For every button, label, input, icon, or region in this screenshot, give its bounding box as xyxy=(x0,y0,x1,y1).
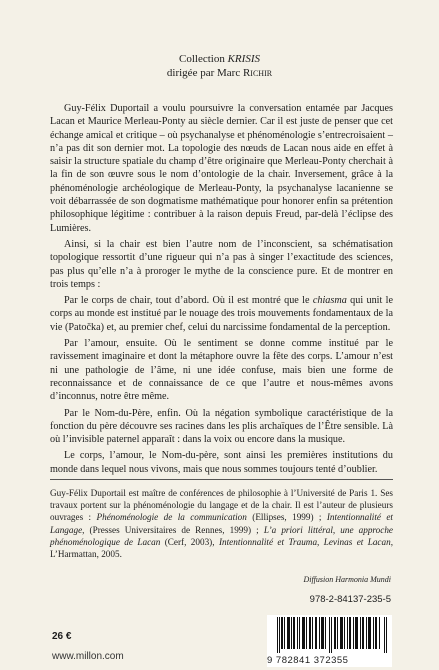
bio-text-1: Guy-Félix Duportail est maître de conférences de philosophie à l’Université de Paris 1. Ses travaux portent sur la phénoménologie du langage et de la chair. Il est l’auteur de plusieurs ouvrages : xyxy=(50,488,393,523)
bio-text-3: , (Presses Universitaires de Rennes, 1999) ; xyxy=(82,524,264,535)
blurb-paragraph-4: Par l’amour, ensuite. Où le sentiment se donne comme institué par le ravissement imaginaire et dont la métaphore ouvre la fête des corps. L’amour n’est ni une pathologie de l’âme, ni une idée confuse, mais bien une forme de reconnaissance et de connaissance de ce que l’autre et nous-mêmes avons d’inconnus, notre être même. xyxy=(50,338,393,403)
blurb-paragraph-2: Ainsi, si la chair est bien l’autre nom de l’inconscient, sa schématisation topologique ressortit d’une rigueur qui n’a pas à singer l’exactitude des sciences, pas plus qu’elle n’a à proroger le mythe de la conscience pure. Et de montrer en trois temps : xyxy=(50,238,393,290)
direction-prefix: dirigée par Marc xyxy=(166,67,243,79)
divider-rule xyxy=(50,479,393,480)
p3-italic-term: chiasma xyxy=(312,295,347,307)
author-bio-paragraph xyxy=(50,487,393,560)
p3-text-b: qui unit le corps au monde est institué par le nouage des trois mouvements fondamentaux de la vie (Patočka) et, au premier chef, celui du narcissime fondamental de la perception. xyxy=(50,295,394,333)
blurb-paragraph-1: Guy-Félix Duportail a voulu poursuivre la conversation entamée par Jacques Lacan et Maurice Merleau-Ponty au siècle dernier. Car il est juste de penser que cet échange amical et critique – où psychanalyse et phénoménologie s’entrecroisaient – n’a pas dit son dernier mot. La topologie des nœuds de Lacan nous aide en effet à saisir la structure spatiale du champ d’être originaire que Merleau-Ponty cherchait à la fin de son œuvre sous le nom d’ontologie de la chair. Inversement, grâce à la phénoménologie archéologique de Merleau-Ponty, la psychanalyse lacanienne se voit débarrassée de son dogmatisme mathématique pour honorer enfin sa prétention philosophique légitime : contribuer à la raison depuis Freud, par-delà l’éclipse des Lumières. xyxy=(50,103,393,234)
bio-title-3: L’a priori littéral, une approche phénoménologique de Lacan xyxy=(50,524,394,547)
blurb-paragraph-3 xyxy=(50,294,393,334)
collection-prefix: Collection xyxy=(179,53,228,65)
distributor-line: Diffusion Harmonia Mundi xyxy=(303,575,391,584)
blurb-paragraph-5: Par le Nom-du-Père, enfin. Où la négation symbolique caractéristique de la fonction du père découvre ses racines dans les plis archaïques de l’Être sensible. Là où l’invisible paternel apparaît : dans la voix ou encore dans la musique. xyxy=(50,407,393,446)
bio-title-2: Intentionnalité et Langage xyxy=(50,512,393,535)
director-name: Richir xyxy=(242,67,273,79)
blurb-text xyxy=(50,102,393,479)
author-bio xyxy=(50,487,393,560)
bio-text-4: (Cerf, 2003), xyxy=(160,536,219,547)
collection-name: KRISIS xyxy=(227,53,260,65)
isbn-number: 978-2-84137-235-5 xyxy=(309,594,391,605)
barcode-icon xyxy=(277,617,389,653)
direction-line xyxy=(0,66,439,80)
bio-title-4: Intentionnalité et Trauma, Levinas et Lacan xyxy=(218,536,391,547)
barcode-digits: 9 782841 372355 xyxy=(267,655,349,666)
blurb-paragraph-6: Le corps, l’amour, le Nom-du-père, sont ainsi les premières institutions du monde dans lequel nous vivons, mais que nous sommes toujours tenté d’oublier. xyxy=(50,450,393,475)
publisher-url: www.millon.com xyxy=(52,651,124,662)
bio-text-5: , L’Harmattan, 2005. xyxy=(50,536,393,560)
p3-text-a: Par le corps de chair, tout d’abord. Où il est montré que le xyxy=(64,295,313,307)
bio-title-1: Phénoménologie de la communication xyxy=(96,512,247,523)
barcode-block xyxy=(267,615,392,667)
bio-text-2: (Ellipses, 1999) ; xyxy=(246,512,327,523)
collection-header xyxy=(0,52,439,80)
price-label: 26 € xyxy=(52,631,72,642)
collection-line xyxy=(0,52,439,66)
